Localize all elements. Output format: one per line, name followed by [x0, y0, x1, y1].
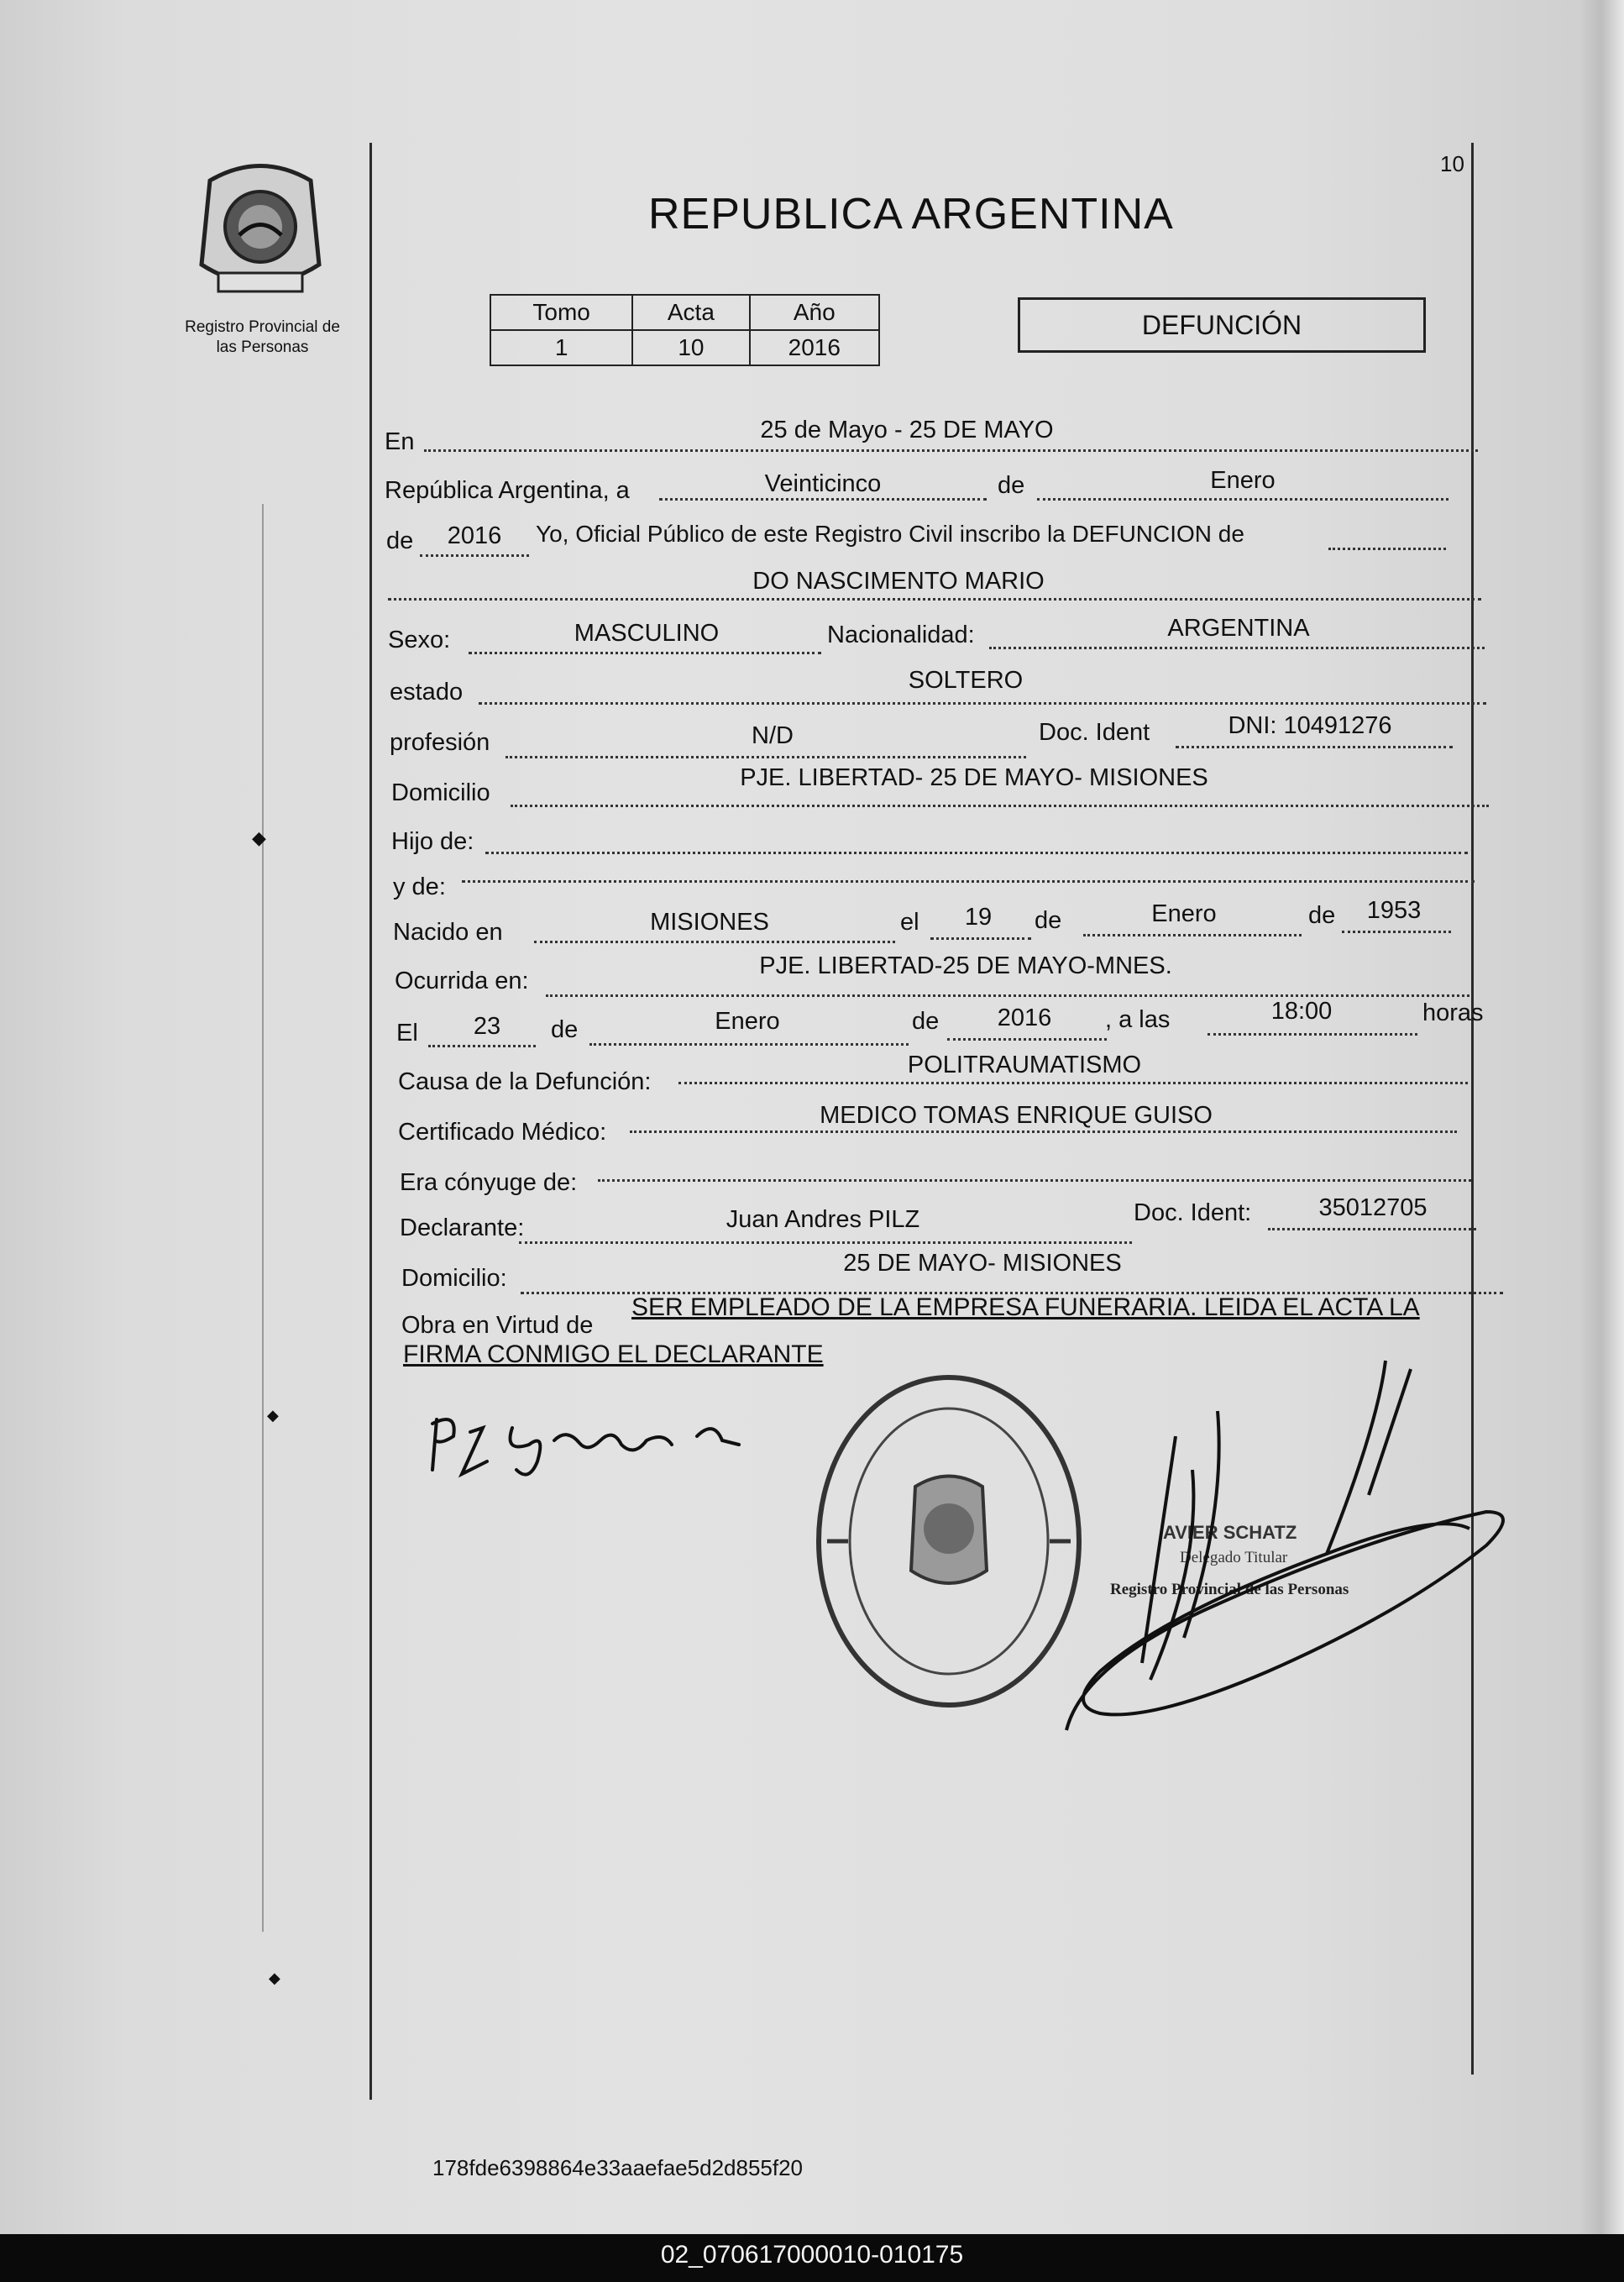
- declarante-label: Declarante:: [400, 1214, 525, 1241]
- obra-label: Obra en Virtud de: [401, 1312, 594, 1339]
- page-edge: [1579, 0, 1624, 2234]
- nacionalidad-dots: [989, 647, 1485, 649]
- estado-dots: [479, 702, 1486, 705]
- el2-label: El: [396, 1020, 418, 1047]
- dia-value: Veinticinco: [764, 470, 882, 497]
- hash-code: 178fde6398864e33aaefae5d2d855f20: [432, 2155, 804, 2180]
- official-name: AVIER SCHATZ: [1163, 1522, 1297, 1543]
- de-label: de: [998, 472, 1025, 499]
- province-seal-icon: [193, 155, 327, 302]
- table-header-row: [490, 295, 879, 330]
- def-mes-value: Enero: [715, 1008, 780, 1035]
- def-anio-value: 2016: [997, 1005, 1052, 1031]
- nac-dia-value: 19: [964, 904, 993, 931]
- obra-value-line1: SER EMPLEADO DE LA EMPRESA FUNERARIA. LEIDA EL ACTA LA: [631, 1293, 1420, 1321]
- def-de-label: de: [551, 1016, 579, 1043]
- table-cell-anio: 2016: [750, 330, 879, 365]
- mes-dots: [1037, 498, 1449, 501]
- domicilio-label: Domicilio: [391, 779, 490, 806]
- declarante-doc-value: 35012705: [1318, 1194, 1428, 1221]
- horas-label: horas: [1422, 999, 1484, 1026]
- page-number: 10: [1440, 151, 1464, 176]
- doc-dots: [1176, 746, 1453, 748]
- official-role: Delegado Titular: [1180, 1549, 1288, 1566]
- profesion-value: N/D: [752, 722, 794, 749]
- estado-label: estado: [390, 679, 464, 706]
- sexo-label: Sexo:: [388, 627, 451, 653]
- deceased-name: DO NASCIMENTO MARIO: [752, 568, 1045, 595]
- nac-mes-dots: [1083, 934, 1302, 936]
- nac-anio-dots: [1342, 931, 1451, 933]
- table-header-acta: Acta: [632, 295, 749, 330]
- dia-dots: [659, 498, 987, 501]
- def-dia-value: 23: [473, 1013, 501, 1040]
- republica-label: República Argentina, a: [385, 477, 630, 504]
- declarante-doc-label: Doc. Ident:: [1134, 1199, 1252, 1226]
- hijo-label: Hijo de:: [391, 828, 474, 855]
- nacido-value: MISIONES: [650, 909, 769, 936]
- binding-line: [262, 504, 264, 1932]
- binding-hole-icon: ◆: [252, 827, 266, 848]
- table-row: [490, 330, 879, 365]
- name-dots: [388, 598, 1481, 601]
- certificado-value: MEDICO TOMAS ENRIQUE GUISO: [820, 1102, 1213, 1129]
- left-margin-line: [369, 143, 372, 2100]
- domicilio2-value: 25 DE MAYO- MISIONES: [843, 1250, 1122, 1277]
- ocurrida-value: PJE. LIBERTAD-25 DE MAYO-MNES.: [759, 952, 1172, 979]
- estado-value: SOLTERO: [908, 667, 1024, 694]
- en-dots: [424, 449, 1478, 452]
- nacido-dots: [534, 941, 895, 943]
- en-label: En: [385, 428, 415, 455]
- def-anio-dots: [947, 1038, 1107, 1041]
- nac-de2-label: de: [1308, 902, 1336, 929]
- en-value: 25 de Mayo - 25 DE MAYO: [760, 417, 1054, 443]
- declarante-value: Juan Andres PILZ: [726, 1206, 920, 1233]
- nac-mes-value: Enero: [1151, 900, 1217, 927]
- de2-label: de: [386, 527, 414, 554]
- table-cell-tomo: 1: [490, 330, 632, 365]
- def-hora-value: 18:00: [1270, 998, 1333, 1025]
- doc-label: Doc. Ident: [1039, 719, 1150, 746]
- official-office: Registro Provincial de las Personas: [1110, 1581, 1349, 1598]
- profesion-dots: [506, 756, 1026, 758]
- obra-value-line2: FIRMA CONMIGO EL DECLARANTE: [403, 1340, 824, 1368]
- certificado-dots: [630, 1131, 1457, 1133]
- registry-caption: Registro Provincial de las Personas: [185, 318, 340, 356]
- table-header-anio: Año: [750, 295, 879, 330]
- certificado-label: Certificado Médico:: [398, 1119, 607, 1146]
- nacionalidad-value: ARGENTINA: [1167, 615, 1310, 642]
- registry-table: [490, 294, 880, 366]
- declarante-dots: [519, 1241, 1132, 1244]
- nac-dia-dots: [930, 937, 1031, 940]
- act-type-box: [1018, 297, 1426, 353]
- yde-label: y de:: [393, 873, 446, 900]
- ocurrida-dots: [546, 994, 1469, 997]
- nacido-label: Nacido en: [393, 919, 503, 946]
- ocurrida-label: Ocurrida en:: [395, 968, 529, 994]
- yde-dots: [462, 880, 1475, 883]
- nac-de-label: de: [1035, 907, 1062, 934]
- def-hora-dots: [1208, 1033, 1417, 1036]
- anio-value: 2016: [447, 522, 502, 549]
- anio-dots: [420, 554, 529, 557]
- file-code: 02_070617000010-010175: [660, 2241, 964, 2269]
- hijo-dots: [485, 852, 1468, 854]
- right-margin-line: [1471, 143, 1474, 2075]
- causa-label: Causa de la Defunción:: [398, 1068, 652, 1095]
- oficial-text: Yo, Oficial Público de este Registro Civil inscribo la DEFUNCION de: [536, 521, 1244, 547]
- official-signature-icon: [1050, 1344, 1520, 1747]
- binding-hole-icon: ◆: [269, 1970, 280, 1986]
- table-cell-acta: 10: [632, 330, 749, 365]
- doc-value: DNI: 10491276: [1228, 712, 1392, 739]
- sexo-value: MASCULINO: [574, 620, 720, 647]
- causa-value: POLITRAUMATISMO: [907, 1052, 1142, 1078]
- sexo-dots: [469, 652, 821, 654]
- declarante-doc-dots: [1268, 1228, 1476, 1230]
- domicilio2-label: Domicilio:: [401, 1265, 507, 1292]
- def-mes-dots: [589, 1043, 909, 1046]
- alas-label: , a las: [1105, 1006, 1171, 1033]
- binding-hole-icon: ◆: [267, 1407, 279, 1424]
- nac-anio-value: 1953: [1366, 897, 1422, 924]
- table-header-tomo: Tomo: [490, 295, 632, 330]
- act-type-label: DEFUNCIÓN: [1141, 310, 1302, 340]
- oficial-dots: [1328, 548, 1446, 550]
- domicilio-value: PJE. LIBERTAD- 25 DE MAYO- MISIONES: [740, 764, 1208, 791]
- mes-value: Enero: [1210, 467, 1276, 494]
- page-title: REPUBLICA ARGENTINA: [648, 190, 1174, 239]
- causa-dots: [678, 1082, 1468, 1084]
- declarant-signature-icon: [420, 1394, 806, 1487]
- registry-stamp-icon: [810, 1369, 1087, 1713]
- conyuge-label: Era cónyuge de:: [400, 1169, 578, 1196]
- profesion-label: profesión: [390, 729, 490, 756]
- nacionalidad-label: Nacionalidad:: [827, 622, 975, 648]
- domicilio-dots: [511, 805, 1489, 807]
- conyuge-dots: [598, 1179, 1471, 1182]
- def-de2-label: de: [912, 1008, 940, 1035]
- el-label: el: [900, 909, 919, 936]
- def-dia-dots: [428, 1045, 536, 1047]
